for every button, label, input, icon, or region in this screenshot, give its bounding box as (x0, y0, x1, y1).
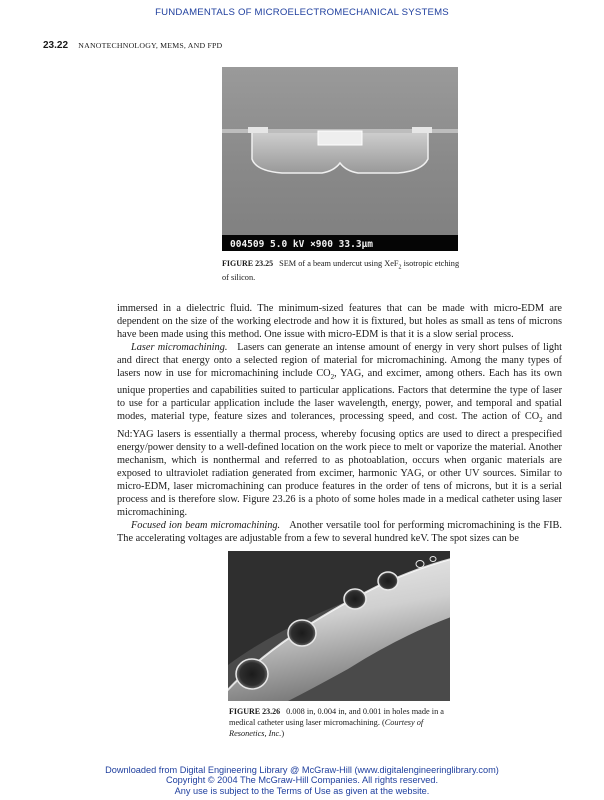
laser-text-c: and Nd:YAG lasers is essentially a thermal process, whereby focusing optics are used to direct a prespecified energy/power density to a well-defined location on the work piece to melt or vaporize the material. Another mechanism, which is nonthermal and referred to as photoablation, occurs when organic materials are exposed to ultraviolet radiation generated from excimer, harmonic YAG, or other UV sources. Similar to micro-EDM, laser micromachining can produce features in the order of tens of microns, but it is a serial process and is therefore slow. Figure 23.26 is a photo of some holes made in a medical catheter using laser micromachining. (117, 411, 563, 518)
section-title: NANOTECHNOLOGY, MEMS, AND FPD (78, 41, 223, 50)
footer-terms-link[interactable]: Any use is subject to the Terms of Use as given at the website. (174, 785, 430, 796)
figure-label: FIGURE 23.25 (222, 259, 274, 268)
figure-label-2: FIGURE 23.26 (229, 707, 281, 716)
co2-subscript-2: 2 (539, 416, 543, 425)
laser-heading: Laser micromachining. (131, 342, 228, 354)
download-footer (0, 765, 604, 796)
laser-text-a: Lasers can generate an intense amount of energy in very short pulses of light and direct that energy onto a selected region of material for micromachining. Among the many types of lasers now in use for micromachining include CO (117, 342, 563, 380)
sem-databar: 004509 5.0 kV ×900 33.3μm (230, 239, 373, 250)
caption-text-end: isotropic etching of silicon. (222, 259, 460, 283)
figure-23-25-caption (222, 259, 462, 284)
catheter-photo-graphic (228, 551, 450, 701)
paragraph-micro-edm: immersed in a dielectric fluid. The minimum-sized features that can be made with micro-EDM are dependent on the size of the working electrode and how it is fixtured, but holes as small as tens of microns have been made using this method. One issue with micro-EDM is that it is a slow serial process. (117, 303, 562, 341)
body-text (117, 302, 562, 545)
caption2-close: ) (281, 728, 285, 738)
figure-23-26-caption (229, 707, 457, 739)
caption-text: SEM of a beam undercut using XeF (279, 259, 399, 268)
running-header (43, 40, 222, 51)
fib-heading: Focused ion beam micromachining. (131, 519, 281, 531)
catheter-holes-photo (228, 551, 450, 701)
book-title-banner: FUNDAMENTALS OF MICROELECTROMECHANICAL SYSTEMS (155, 7, 449, 18)
fib-text: Another versatile tool for performing micromachining is the FIB. The accelerating voltages are adjustable from a few to several hundred keV. The spot sizes can be (117, 519, 562, 544)
caption-subscript: 2 (398, 264, 402, 271)
caption2-text: 0.008 in, 0.004 in, and 0.001 in holes made in a medical catheter using laser micromachining. ( (229, 707, 444, 727)
sem-beam-undercut-image (222, 67, 458, 251)
footer-download-link[interactable]: Downloaded from Digital Engineering Library @ McGraw-Hill (www.digitalengineeringlibrary.com) (105, 765, 499, 775)
footer-copyright: Copyright © 2004 The McGraw-Hill Companies. All rights reserved. (165, 775, 439, 786)
laser-text-b: , YAG, and excimer, among others. Each has its own unique properties and capabilities suited to particular applications. Factors that determine the type of laser to use for a particular application include the laser wavelength, energy, power, and temporal and spatial modes, material type, feature sizes and tolerances, processing speed, and cost. The action of CO (117, 368, 562, 423)
co2-subscript: 2 (330, 373, 335, 382)
paragraph-fib (117, 519, 562, 545)
sem-image-graphic (222, 67, 458, 251)
courtesy-credit: Courtesy of Resonetics, Inc. (229, 717, 424, 738)
paragraph-laser (117, 341, 562, 519)
page-number: 23.22 (43, 40, 69, 51)
